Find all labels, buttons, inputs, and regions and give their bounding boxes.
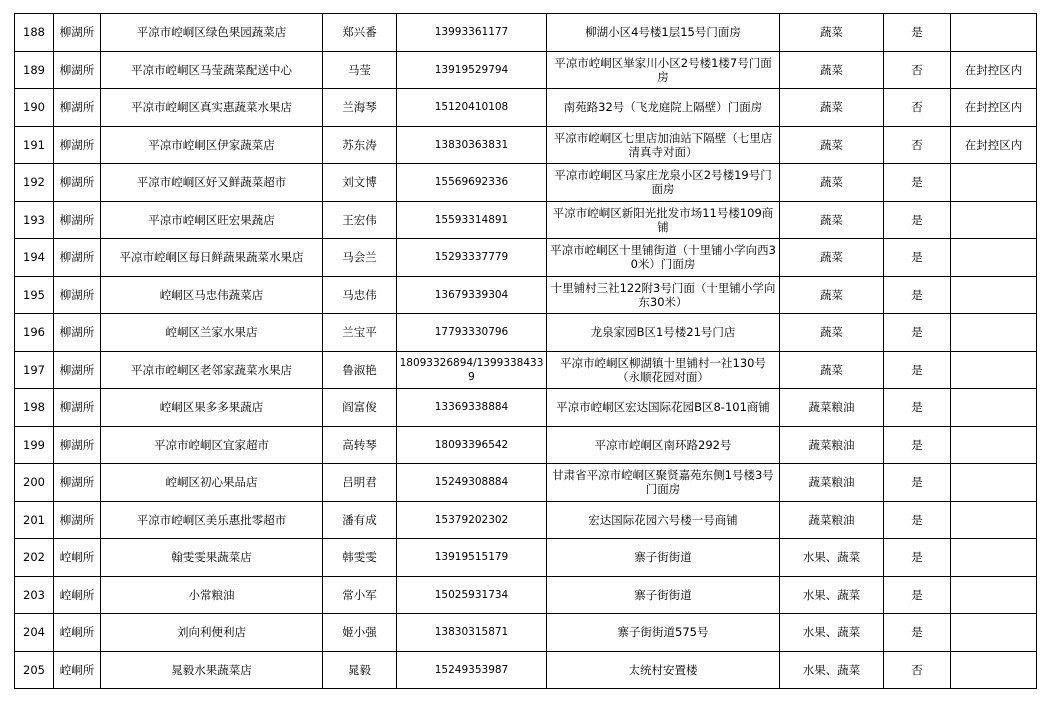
open-status-cell: 是 <box>884 464 951 502</box>
row-number-cell: 195 <box>15 276 54 314</box>
table-row <box>15 539 1037 577</box>
table-body <box>15 14 1037 689</box>
phone-cell: 15569692336 <box>397 164 547 202</box>
table-row <box>15 576 1037 614</box>
table-row <box>15 126 1037 164</box>
store-name-cell: 平凉市崆峒区好又鲜蔬菜超市 <box>101 164 323 202</box>
table-row <box>15 14 1037 52</box>
phone-cell: 13919515179 <box>397 539 547 577</box>
phone-cell: 15379202302 <box>397 501 547 539</box>
office-cell: 崆峒所 <box>54 614 101 652</box>
table-row <box>15 164 1037 202</box>
row-number-cell: 194 <box>15 239 54 277</box>
phone-cell: 15025931734 <box>397 576 547 614</box>
row-number-cell: 189 <box>15 51 54 89</box>
row-number-cell: 203 <box>15 576 54 614</box>
note-cell <box>951 239 1037 277</box>
table-row <box>15 89 1037 127</box>
goods-type-cell: 蔬菜 <box>780 314 884 352</box>
address-cell: 平凉市崆峒区崋家川小区2号楼1楼7号门面房 <box>547 51 780 89</box>
goods-type-cell: 蔬菜 <box>780 239 884 277</box>
note-cell <box>951 164 1037 202</box>
phone-cell: 17793330796 <box>397 314 547 352</box>
table-row <box>15 201 1037 239</box>
contact-person-cell: 高转琴 <box>323 426 397 464</box>
row-number-cell: 188 <box>15 14 54 52</box>
address-cell: 龙泉家园B区1号楼21号门店 <box>547 314 780 352</box>
store-name-cell: 平凉市崆峒区老邻家蔬菜水果店 <box>101 351 323 389</box>
phone-cell: 13919529794 <box>397 51 547 89</box>
table-row <box>15 501 1037 539</box>
store-name-cell: 小常粮油 <box>101 576 323 614</box>
phone-cell: 13830363831 <box>397 126 547 164</box>
open-status-cell: 否 <box>884 126 951 164</box>
note-cell <box>951 539 1037 577</box>
office-cell: 柳湖所 <box>54 14 101 52</box>
office-cell: 柳湖所 <box>54 51 101 89</box>
row-number-cell: 199 <box>15 426 54 464</box>
address-cell: 宏达国际花园六号楼一号商铺 <box>547 501 780 539</box>
contact-person-cell: 兰海琴 <box>323 89 397 127</box>
office-cell: 柳湖所 <box>54 201 101 239</box>
row-number-cell: 190 <box>15 89 54 127</box>
contact-person-cell: 阎富俊 <box>323 389 397 427</box>
open-status-cell: 是 <box>884 239 951 277</box>
note-cell <box>951 426 1037 464</box>
address-cell: 甘肃省平凉市崆峒区聚贤嘉苑东侧1号楼3号门面房 <box>547 464 780 502</box>
store-name-cell: 刘向利便利店 <box>101 614 323 652</box>
open-status-cell: 是 <box>884 351 951 389</box>
contact-person-cell: 常小军 <box>323 576 397 614</box>
contact-person-cell: 马会兰 <box>323 239 397 277</box>
contact-person-cell: 姬小强 <box>323 614 397 652</box>
table-row <box>15 314 1037 352</box>
goods-type-cell: 蔬菜粮油 <box>780 426 884 464</box>
table-row <box>15 426 1037 464</box>
table-row <box>15 651 1037 689</box>
phone-cell: 13369338884 <box>397 389 547 427</box>
note-cell <box>951 201 1037 239</box>
table-row <box>15 464 1037 502</box>
goods-type-cell: 蔬菜 <box>780 201 884 239</box>
note-cell: 在封控区内 <box>951 126 1037 164</box>
store-name-cell: 平凉市崆峒区宜家超市 <box>101 426 323 464</box>
table-row <box>15 614 1037 652</box>
address-cell: 十里铺村三社122附3号门面（十里铺小学向东30米） <box>547 276 780 314</box>
address-cell: 平凉市崆峒区七里店加油站下隔壁（七里店清真寺对面） <box>547 126 780 164</box>
goods-type-cell: 蔬菜 <box>780 164 884 202</box>
goods-type-cell: 蔬菜 <box>780 14 884 52</box>
table-row <box>15 276 1037 314</box>
contact-person-cell: 王宏伟 <box>323 201 397 239</box>
goods-type-cell: 蔬菜 <box>780 126 884 164</box>
store-name-cell: 晁毅水果蔬菜店 <box>101 651 323 689</box>
phone-cell: 18093326894/13993384339 <box>397 351 547 389</box>
contact-person-cell: 马莹 <box>323 51 397 89</box>
open-status-cell: 是 <box>884 539 951 577</box>
note-cell <box>951 389 1037 427</box>
office-cell: 柳湖所 <box>54 126 101 164</box>
open-status-cell: 否 <box>884 51 951 89</box>
table-row <box>15 389 1037 427</box>
open-status-cell: 是 <box>884 426 951 464</box>
store-name-cell: 平凉市崆峒区绿色果园蔬菜店 <box>101 14 323 52</box>
office-cell: 柳湖所 <box>54 276 101 314</box>
contact-person-cell: 韩雯雯 <box>323 539 397 577</box>
row-number-cell: 204 <box>15 614 54 652</box>
phone-cell: 15249353987 <box>397 651 547 689</box>
address-cell: 平凉市崆峒区南环路292号 <box>547 426 780 464</box>
note-cell <box>951 614 1037 652</box>
contact-person-cell: 马忠伟 <box>323 276 397 314</box>
contact-person-cell: 鲁淑艳 <box>323 351 397 389</box>
phone-cell: 15249308884 <box>397 464 547 502</box>
note-cell <box>951 351 1037 389</box>
open-status-cell: 是 <box>884 276 951 314</box>
phone-cell: 13993361177 <box>397 14 547 52</box>
address-cell: 平凉市崆峒区新阳光批发市场11号楼109商铺 <box>547 201 780 239</box>
phone-cell: 15120410108 <box>397 89 547 127</box>
address-cell: 平凉市崆峒区马家庄龙泉小区2号楼19号门面房 <box>547 164 780 202</box>
goods-type-cell: 蔬菜 <box>780 89 884 127</box>
office-cell: 柳湖所 <box>54 464 101 502</box>
table-row <box>15 351 1037 389</box>
office-cell: 柳湖所 <box>54 426 101 464</box>
phone-cell: 13679339304 <box>397 276 547 314</box>
office-cell: 崆峒所 <box>54 576 101 614</box>
store-name-cell: 平凉市崆峒区真实惠蔬菜水果店 <box>101 89 323 127</box>
open-status-cell: 是 <box>884 314 951 352</box>
office-cell: 柳湖所 <box>54 314 101 352</box>
note-cell <box>951 576 1037 614</box>
open-status-cell: 是 <box>884 614 951 652</box>
store-name-cell: 平凉市崆峒区每日鲜蔬果蔬菜水果店 <box>101 239 323 277</box>
contact-person-cell: 刘文博 <box>323 164 397 202</box>
goods-type-cell: 水果、蔬菜 <box>780 539 884 577</box>
store-name-cell: 崆峒区马忠伟蔬菜店 <box>101 276 323 314</box>
store-name-cell: 崆峒区兰家水果店 <box>101 314 323 352</box>
row-number-cell: 192 <box>15 164 54 202</box>
open-status-cell: 是 <box>884 389 951 427</box>
phone-cell: 15593314891 <box>397 201 547 239</box>
goods-type-cell: 蔬菜 <box>780 51 884 89</box>
open-status-cell: 是 <box>884 14 951 52</box>
goods-type-cell: 蔬菜粮油 <box>780 501 884 539</box>
address-cell: 平凉市崆峒区柳湖镇十里铺村一社130号（永顺花园对面） <box>547 351 780 389</box>
store-name-cell: 平凉市崆峒区旺宏果蔬店 <box>101 201 323 239</box>
office-cell: 崆峒所 <box>54 539 101 577</box>
open-status-cell: 否 <box>884 651 951 689</box>
row-number-cell: 200 <box>15 464 54 502</box>
table-row <box>15 51 1037 89</box>
address-cell: 寨子街街道 <box>547 539 780 577</box>
row-number-cell: 198 <box>15 389 54 427</box>
address-cell: 太统村安置楼 <box>547 651 780 689</box>
goods-type-cell: 蔬菜 <box>780 351 884 389</box>
store-name-cell: 平凉市崆峒区伊家蔬菜店 <box>101 126 323 164</box>
row-number-cell: 197 <box>15 351 54 389</box>
office-cell: 柳湖所 <box>54 239 101 277</box>
store-list-table <box>14 13 1037 689</box>
note-cell <box>951 651 1037 689</box>
note-cell: 在封控区内 <box>951 51 1037 89</box>
store-name-cell: 崆峒区初心果品店 <box>101 464 323 502</box>
address-cell: 平凉市崆峒区宏达国际花园B区8-101商铺 <box>547 389 780 427</box>
contact-person-cell: 潘有成 <box>323 501 397 539</box>
office-cell: 柳湖所 <box>54 89 101 127</box>
address-cell: 寨子街街道 <box>547 576 780 614</box>
note-cell <box>951 314 1037 352</box>
contact-person-cell: 苏东涛 <box>323 126 397 164</box>
open-status-cell: 是 <box>884 576 951 614</box>
store-name-cell: 翰雯雯果蔬菜店 <box>101 539 323 577</box>
goods-type-cell: 蔬菜 <box>780 276 884 314</box>
address-cell: 南苑路32号（飞龙庭院上隔壁）门面房 <box>547 89 780 127</box>
goods-type-cell: 水果、蔬菜 <box>780 651 884 689</box>
row-number-cell: 205 <box>15 651 54 689</box>
address-cell: 寨子街街道575号 <box>547 614 780 652</box>
table-row <box>15 239 1037 277</box>
contact-person-cell: 兰宝平 <box>323 314 397 352</box>
address-cell: 平凉市崆峒区十里铺街道（十里铺小学向西30米）门面房 <box>547 239 780 277</box>
note-cell <box>951 501 1037 539</box>
contact-person-cell: 郑兴番 <box>323 14 397 52</box>
phone-cell: 13830315871 <box>397 614 547 652</box>
note-cell <box>951 14 1037 52</box>
open-status-cell: 否 <box>884 89 951 127</box>
open-status-cell: 是 <box>884 501 951 539</box>
office-cell: 柳湖所 <box>54 501 101 539</box>
row-number-cell: 202 <box>15 539 54 577</box>
store-name-cell: 平凉市崆峒区马莹蔬菜配送中心 <box>101 51 323 89</box>
store-name-cell: 平凉市崆峒区美乐惠批零超市 <box>101 501 323 539</box>
office-cell: 柳湖所 <box>54 164 101 202</box>
office-cell: 柳湖所 <box>54 351 101 389</box>
note-cell <box>951 464 1037 502</box>
contact-person-cell: 晁毅 <box>323 651 397 689</box>
goods-type-cell: 蔬菜粮油 <box>780 389 884 427</box>
row-number-cell: 191 <box>15 126 54 164</box>
row-number-cell: 201 <box>15 501 54 539</box>
office-cell: 崆峒所 <box>54 651 101 689</box>
phone-cell: 18093396542 <box>397 426 547 464</box>
address-cell: 柳湖小区4号楼1层15号门面房 <box>547 14 780 52</box>
note-cell: 在封控区内 <box>951 89 1037 127</box>
note-cell <box>951 276 1037 314</box>
goods-type-cell: 蔬菜粮油 <box>780 464 884 502</box>
phone-cell: 15293337779 <box>397 239 547 277</box>
store-name-cell: 崆峒区果多多果蔬店 <box>101 389 323 427</box>
row-number-cell: 196 <box>15 314 54 352</box>
goods-type-cell: 水果、蔬菜 <box>780 576 884 614</box>
office-cell: 柳湖所 <box>54 389 101 427</box>
open-status-cell: 是 <box>884 164 951 202</box>
goods-type-cell: 水果、蔬菜 <box>780 614 884 652</box>
contact-person-cell: 吕明君 <box>323 464 397 502</box>
open-status-cell: 是 <box>884 201 951 239</box>
row-number-cell: 193 <box>15 201 54 239</box>
